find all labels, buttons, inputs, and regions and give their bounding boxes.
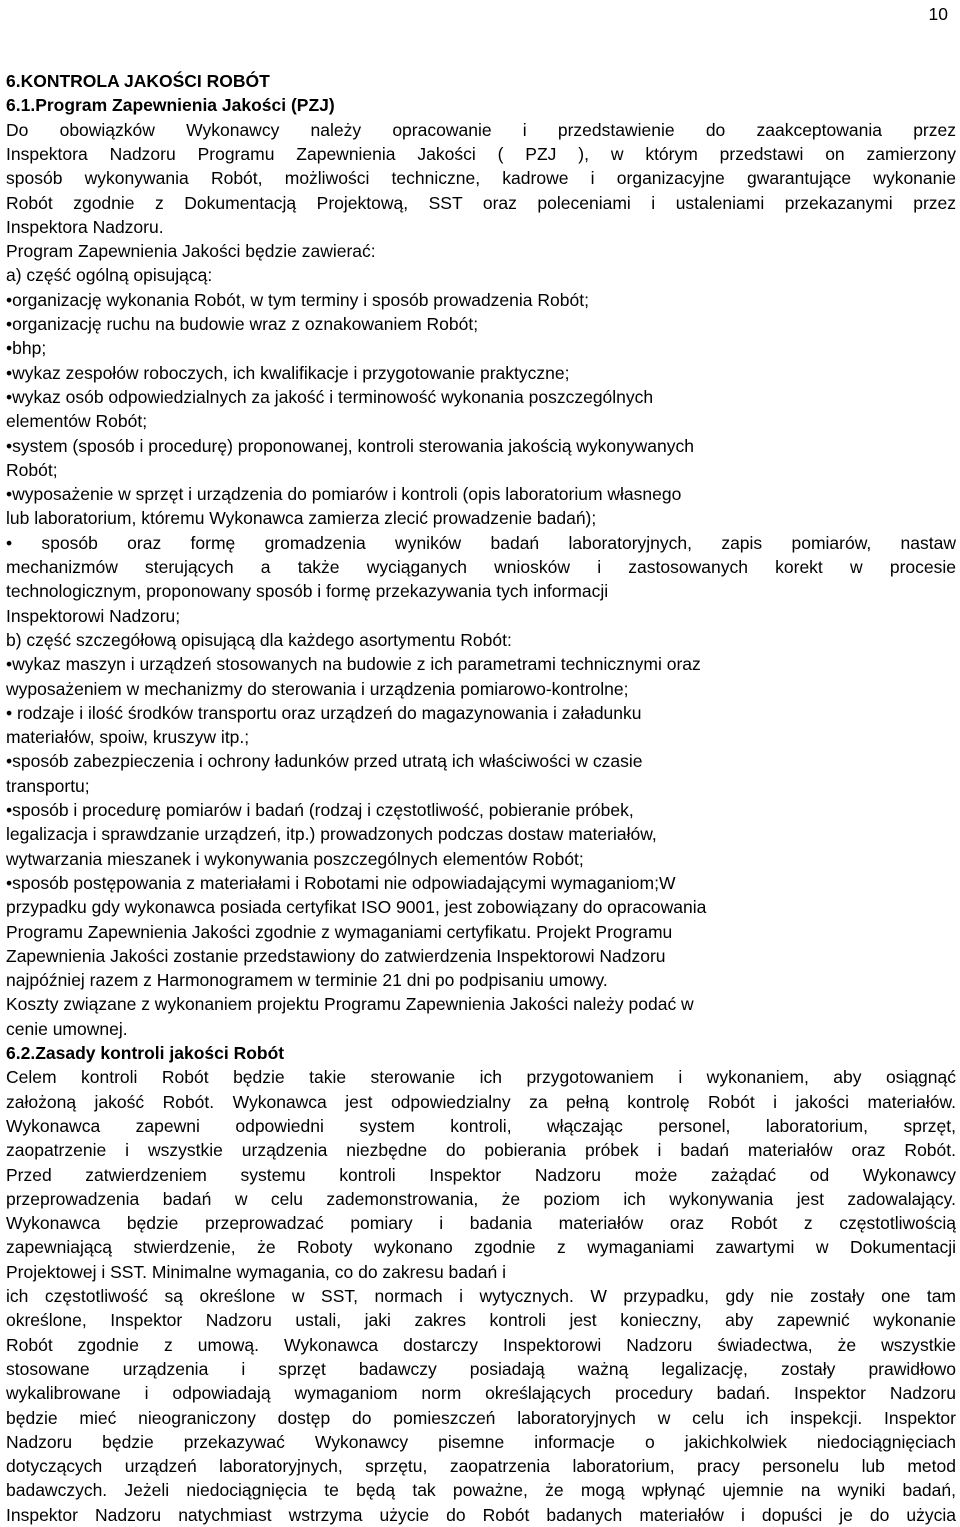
- text-line: cenie umownej.: [6, 1018, 128, 1039]
- text-line: •organizację ruchu na budowie wraz z oznakowaniem Robót;: [6, 314, 479, 334]
- text-line: określone, Inspektor Nadzoru ustali, jaki zakres kontroli jest konieczny, aby zapewnić wykonanie: [6, 1310, 956, 1331]
- text-line: sposób wykonywania Robót, możliwości techniczne, kadrowe i organizacyjne gwarantujące wykonanie: [6, 168, 956, 189]
- text-line: wykalibrowane i odpowiadają wymaganiom norm określających procedury badań. Inspektor Nadzoru: [6, 1383, 956, 1404]
- text-line: •wyposażenie w sprzęt i urządzenia do pomiarów i kontroli (opis laboratorium własnego: [6, 484, 682, 505]
- text-line: •organizację wykonania Robót, w tym terminy i sposób prowadzenia Robót;: [6, 289, 589, 310]
- text-line: •sposób i procedurę pomiarów i badań (rodzaj i częstotliwość, pobieranie próbek,: [6, 800, 634, 820]
- text-line: zaopatrzenie i wszystkie urządzenia niezbędne do pobierania próbek i badań materiałów oraz Robót.: [6, 1140, 956, 1161]
- text-line: materiałów, spoiw, kruszyw itp.;: [6, 727, 250, 748]
- text-line: technologicznym, proponowany sposób i formę przekazywania tych informacji: [6, 581, 609, 602]
- text-line: założoną jakość Robót. Wykonawca jest odpowiedzialny za pełną kontrolę Robót i jakości materiałów.: [6, 1091, 956, 1112]
- text-line: • sposób oraz formę gromadzenia wyników badań laboratoryjnych, zapis pomiarów, nastaw: [6, 532, 956, 553]
- text-line: •system (sposób i procedurę) proponowanej, kontroli sterowania jakością wykonywanych: [6, 435, 694, 456]
- text-line: legalizacja i sprawdzanie urządzeń, itp.) prowadzonych podczas dostaw materiałów,: [6, 824, 657, 845]
- section-heading: 6.KONTROLA JAKOŚCI ROBÓT: [6, 71, 270, 91]
- text-line: Programu Zapewnienia Jakości zgodnie z wymaganiami certyfikatu. Projekt Programu: [6, 921, 673, 942]
- text-line: mechanizmów sterujących a także wyciąganych wniosków i zastosowanych korekt w procesie: [6, 557, 956, 577]
- text-line: wytwarzania mieszanek i wykonywania poszczególnych elementów Robót;: [6, 848, 584, 869]
- text-line: Nadzoru będzie przekazywać Wykonawcy pisemne informacje o jakichkolwiek niedociągnięciach: [6, 1431, 956, 1452]
- text-line: Robót zgodnie z umową. Wykonawca dostarczy Inspektorowi Nadzoru świadectwa, że wszystkie: [6, 1334, 956, 1355]
- text-line: •sposób zabezpieczenia i ochrony ładunków przed utratą ich właściwości w czasie: [6, 751, 643, 772]
- text-line: Celem kontroli Robót będzie takie sterowanie ich przygotowaniem i wykonaniem, aby osiągnąć: [6, 1067, 956, 1088]
- text-line: Inspektora Nadzoru.: [6, 216, 164, 237]
- text-line: zapewniającą stwierdzenie, że Roboty wykonano zgodnie z wymaganiami zawartymi w Dokumentacji: [6, 1237, 956, 1258]
- text-line: Robót;: [6, 459, 58, 480]
- page-number: 10: [928, 4, 948, 24]
- text-line: stosowane urządzenia i sprzęt badawczy posiadają ważną legalizację, zostały prawidłowo: [6, 1358, 956, 1379]
- text-line: Inspektor Nadzoru natychmiast wstrzyma użycie do Robót badanych materiałów i dopuści je do użycia: [6, 1504, 956, 1525]
- text-line: Program Zapewnienia Jakości będzie zawierać:: [6, 241, 376, 262]
- text-line: a) część ogólną opisującą:: [6, 265, 213, 286]
- text-line: lub laboratorium, któremu Wykonawca zamierza zlecić prowadzenie badań);: [6, 508, 597, 529]
- text-line: najpóźniej razem z Harmonogramem w terminie 21 dni po podpisaniu umowy.: [6, 970, 608, 991]
- text-line: • rodzaje i ilość środków transportu oraz urządzeń do magazynowania i załadunku: [6, 702, 642, 723]
- text-line: •sposób postępowania z materiałami i Robotami nie odpowiadającymi wymaganiom;W: [6, 872, 676, 893]
- text-line: ich częstotliwość są określone w SST, normach i wytycznych. W przypadku, gdy nie zostały one tam: [6, 1286, 956, 1306]
- text-line: transportu;: [6, 775, 90, 796]
- text-line: Przed zatwierdzeniem systemu kontroli Inspektor Nadzoru może zażądać od Wykonawcy: [6, 1164, 956, 1185]
- text-line: przeprowadzenia badań w celu zademonstrowania, że poziom ich wykonywania jest zadowalający.: [6, 1188, 956, 1209]
- section-heading: 6.1.Program Zapewnienia Jakości (PZJ): [6, 95, 335, 116]
- text-line: elementów Robót;: [6, 411, 148, 432]
- text-line: wyposażeniem w mechanizmy do sterowania i urządzenia pomiarowo-kontrolne;: [6, 678, 629, 699]
- text-line: przypadku gdy wykonawca posiada certyfikat ISO 9001, jest zobowiązany do opracowania: [6, 897, 707, 918]
- text-line: •wykaz maszyn i urządzeń stosowanych na budowie z ich parametrami technicznymi oraz: [6, 654, 701, 675]
- text-line: •bhp;: [6, 338, 47, 359]
- text-line: dotyczących urządzeń laboratoryjnych, sprzętu, zaopatrzenia laboratorium, pracy personelu lub metod: [6, 1456, 956, 1477]
- text-line: Robót zgodnie z Dokumentacją Projektową, SST oraz poleceniami i ustaleniami przekazanymi przez: [6, 192, 956, 213]
- text-line: Koszty związane z wykonaniem projektu Programu Zapewnienia Jakości należy podać w: [6, 994, 694, 1015]
- text-line: będzie mieć nieograniczony dostęp do pomieszczeń laboratoryjnych w celu ich inspekcji. Inspektor: [6, 1407, 956, 1428]
- text-line: •wykaz osób odpowiedzialnych za jakość i terminowość wykonania poszczególnych: [6, 386, 654, 407]
- section-heading: 6.2.Zasady kontroli jakości Robót: [6, 1043, 285, 1063]
- text-line: badawczych. Jeżeli niedociągnięcia te będą tak poważne, że mogą wpłynąć ujemnie na wyniki badań,: [6, 1480, 956, 1501]
- text-line: Wykonawca będzie przeprowadzać pomiary i badania materiałów oraz Robót z częstotliwością: [6, 1213, 956, 1234]
- text-line: Projektowej i SST. Minimalne wymagania, co do zakresu badań i: [6, 1261, 506, 1282]
- text-line: Do obowiązków Wykonawcy należy opracowanie i przedstawienie do zaakceptowania przez: [6, 119, 956, 140]
- text-line: Inspektora Nadzoru Programu Zapewnienia Jakości ( PZJ ), w którym przedstawi on zamierzony: [6, 143, 956, 164]
- text-line: Zapewnienia Jakości zostanie przedstawiony do zatwierdzenia Inspektorowi Nadzoru: [6, 945, 666, 966]
- text-line: Inspektorowi Nadzoru;: [6, 605, 181, 626]
- text-line: b) część szczegółową opisującą dla każdego asortymentu Robót:: [6, 629, 512, 650]
- text-line: •wykaz zespołów roboczych, ich kwalifikacje i przygotowanie praktyczne;: [6, 362, 570, 383]
- text-line: Wykonawca zapewni odpowiedni system kontroli, włączając personel, laboratorium, sprzęt,: [6, 1115, 956, 1136]
